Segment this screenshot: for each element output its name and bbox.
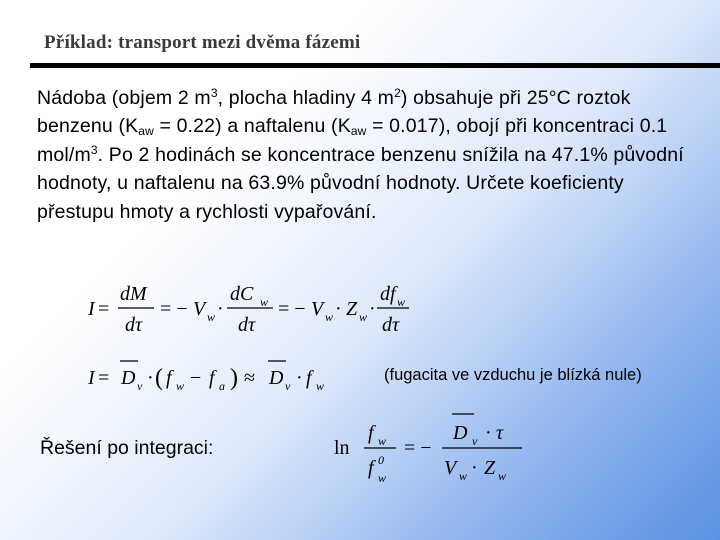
eq3-den-sup: 0	[378, 453, 384, 467]
problem-text: Nádoba (objem 2 m	[37, 87, 211, 109]
eq1-vw2-sub: w	[325, 310, 334, 324]
eq3-rhs-z: Z	[484, 457, 496, 479]
eq1-frac1-num: dM	[120, 283, 147, 305]
eq1-frac3-num: df	[380, 283, 396, 305]
integrated-solution-equation	[332, 406, 532, 488]
eq2-dv: D	[121, 367, 136, 389]
svg-text:=: =	[98, 298, 110, 320]
eq3-num-sub: w	[378, 434, 387, 448]
problem-statement	[37, 84, 697, 226]
problem-text: = 0.22) a naftalenu (K	[153, 115, 351, 138]
flux-approximation-equation	[84, 352, 384, 396]
eq3-rhs-v-sub: w	[459, 469, 468, 483]
title-divider	[30, 63, 720, 68]
problem-text: = 0.017), obojí při koncentraci 0.1 mol/m	[37, 115, 668, 166]
eq3-rhs-d-sub: v	[472, 434, 478, 448]
flux-equation	[84, 278, 414, 338]
svg-text:= −: = −	[278, 298, 306, 320]
eq3-rhs-v: V	[444, 457, 457, 479]
eq1-vw2: V	[311, 298, 324, 320]
eq1-zw-sub: w	[359, 310, 368, 324]
eq2-dv2: D	[269, 367, 284, 389]
problem-text: . Po 2 hodinách se koncentrace benzenu snížila na 47.1% původní hodnoty, u naftalenu na 63.9% původní hodnoty. Určete koeficienty přestupu hmoty a rychlosti vypařování.	[37, 143, 684, 223]
eq1-lhs: I	[88, 298, 95, 320]
eq2-fw2: f	[306, 367, 312, 389]
eq2-dv-sub: v	[137, 379, 143, 393]
eq3-den-sub: w	[378, 471, 387, 485]
svg-text:−: −	[190, 367, 202, 389]
solution-label: Řešení po integraci:	[40, 437, 214, 459]
svg-text:·: ·	[485, 422, 492, 444]
eq3-rhs-d: D	[453, 422, 468, 444]
eq1-zw: Z	[346, 298, 358, 320]
eq1-frac2-num-sub: w	[260, 295, 269, 309]
eq1-frac2-den: dτ	[238, 314, 256, 336]
superscript: 3	[210, 86, 218, 100]
subscript: aw	[350, 124, 367, 139]
problem-text: ) obsahuje při 25°C roztok benzenu (K	[37, 87, 631, 138]
svg-text:(: (	[155, 365, 163, 391]
svg-text:= −: = −	[404, 437, 432, 459]
svg-text:): )	[230, 365, 238, 391]
eq3-den-f: f	[368, 457, 374, 479]
svg-text:·: ·	[217, 298, 224, 320]
eq3-rhs-z-sub: w	[498, 469, 507, 483]
eq2-fw: f	[166, 367, 172, 389]
svg-text:=: =	[98, 367, 110, 389]
fugacity-note: (fugacita ve vzduchu je blízká nule)	[384, 366, 642, 384]
problem-text: , plocha hladiny 4 m	[217, 87, 395, 109]
eq1-vw-sub: w	[207, 310, 216, 324]
eq2-dv2-sub: v	[285, 379, 291, 393]
eq2-fw-sub: w	[176, 379, 185, 393]
superscript: 2	[394, 86, 401, 100]
eq2-fw2-sub: w	[316, 379, 325, 393]
eq1-frac1-den: dτ	[125, 314, 143, 336]
svg-text:·: ·	[147, 367, 154, 389]
svg-text:= −: = −	[160, 298, 188, 320]
eq2-lhs: I	[88, 367, 95, 389]
eq3-ln: ln	[334, 437, 350, 459]
eq1-frac2-num: dC	[230, 283, 254, 305]
subscript: aw	[138, 124, 154, 139]
eq3-rhs-tau: τ	[496, 422, 504, 444]
eq2-fa: f	[209, 367, 215, 389]
eq1-frac3-num-sub: w	[397, 295, 406, 309]
svg-text:·: ·	[335, 298, 342, 320]
svg-text:·: ·	[471, 457, 478, 479]
svg-text:≈: ≈	[244, 367, 255, 389]
slide-title: Příklad: transport mezi dvěma fázemi	[44, 32, 361, 53]
svg-text:·: ·	[369, 298, 376, 320]
superscript: 3	[90, 142, 98, 157]
svg-text:·: ·	[296, 367, 303, 389]
eq1-frac3-den: dτ	[382, 314, 400, 336]
eq3-num-f: f	[368, 422, 374, 444]
eq1-vw: V	[193, 298, 206, 320]
eq2-fa-sub: a	[219, 379, 225, 393]
